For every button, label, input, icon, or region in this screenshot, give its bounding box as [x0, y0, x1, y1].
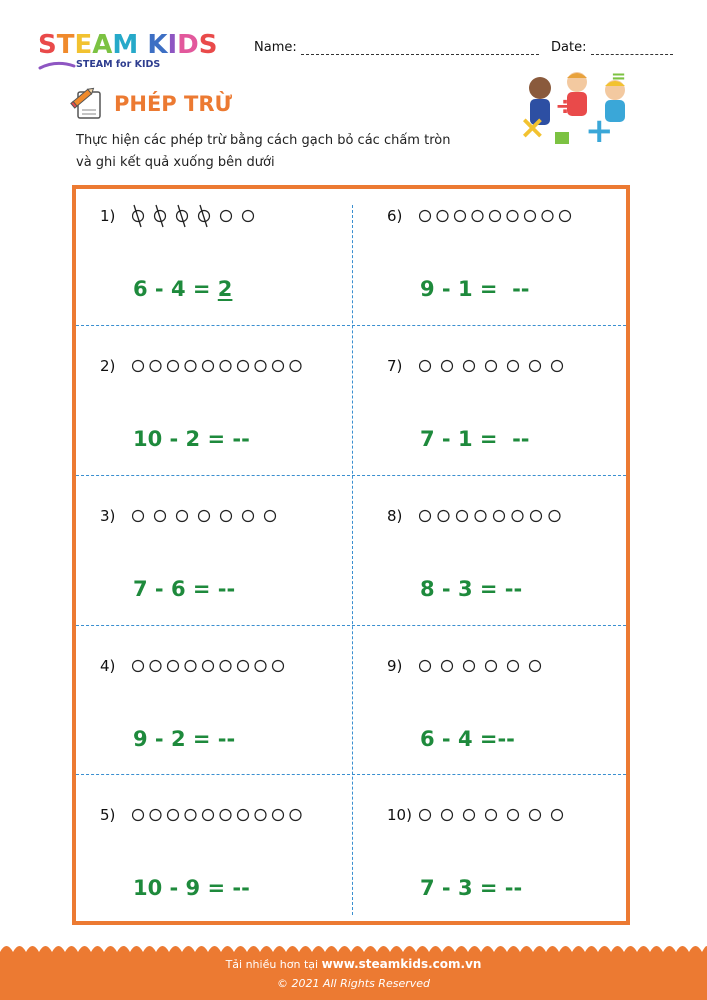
- dot[interactable]: [464, 810, 475, 821]
- dot-row[interactable]: [419, 802, 585, 828]
- equation-text: 6 - 4 =--: [420, 727, 515, 751]
- footer-site-link[interactable]: www.steamkids.com.vn: [321, 957, 482, 971]
- logo-letter: S: [38, 30, 57, 60]
- dot[interactable]: [133, 661, 144, 672]
- logo-letter: T: [56, 30, 75, 60]
- dot[interactable]: [238, 661, 249, 672]
- equation-text: 9 - 1 = --: [420, 277, 530, 301]
- dot[interactable]: [560, 211, 571, 222]
- dot[interactable]: [290, 361, 301, 372]
- strike-mark: [200, 205, 207, 227]
- dot[interactable]: [442, 661, 453, 672]
- dot[interactable]: [420, 511, 431, 522]
- problem-number: 4): [100, 657, 116, 675]
- column-divider: [352, 205, 353, 915]
- dot[interactable]: [133, 361, 144, 372]
- instructions: [76, 130, 516, 174]
- dot[interactable]: [486, 661, 497, 672]
- dot[interactable]: [486, 361, 497, 372]
- dot[interactable]: [185, 661, 196, 672]
- dot[interactable]: [438, 511, 449, 522]
- dot[interactable]: [552, 361, 563, 372]
- equation: [133, 427, 250, 451]
- equation: [420, 277, 530, 301]
- problem-number: 1): [100, 207, 116, 225]
- dot[interactable]: [530, 661, 541, 672]
- problem-number: 7): [387, 357, 403, 375]
- strike-mark: [156, 205, 163, 227]
- problem-number: 5): [100, 806, 116, 824]
- logo-letter: I: [167, 30, 178, 60]
- dot[interactable]: [552, 810, 563, 821]
- footer-download-line: [0, 957, 707, 971]
- equation: [133, 727, 235, 751]
- dot[interactable]: [133, 810, 144, 821]
- dot[interactable]: [155, 511, 166, 522]
- date-field[interactable]: [551, 40, 673, 55]
- dot[interactable]: [150, 661, 161, 672]
- dot[interactable]: [530, 361, 541, 372]
- problem-number: 3): [100, 507, 116, 525]
- dot[interactable]: [486, 810, 497, 821]
- dot[interactable]: [507, 211, 518, 222]
- svg-text:=: =: [611, 70, 627, 87]
- footer-more-text: Tải nhiều hơn tại: [225, 958, 322, 971]
- dot[interactable]: [437, 211, 448, 222]
- instruction-line-2: và ghi kết quả xuống bên dưới: [76, 155, 275, 170]
- dot[interactable]: [185, 810, 196, 821]
- logo-tagline: STEAM for KIDS: [76, 59, 161, 70]
- dot[interactable]: [530, 810, 541, 821]
- dot[interactable]: [472, 211, 483, 222]
- dot[interactable]: [203, 661, 214, 672]
- dot[interactable]: [457, 511, 468, 522]
- dot[interactable]: [420, 661, 431, 672]
- equation-text: 10 - 9 = --: [133, 876, 250, 900]
- dot[interactable]: [221, 511, 232, 522]
- equation: [133, 277, 232, 301]
- dot[interactable]: [220, 810, 231, 821]
- dot[interactable]: [442, 810, 453, 821]
- problem-number: 8): [387, 507, 403, 525]
- answer[interactable]: 2: [217, 277, 233, 301]
- problem-number: 2): [100, 357, 116, 375]
- row-divider: [76, 774, 626, 775]
- dot[interactable]: [512, 511, 523, 522]
- equation-text: 6 - 4 =: [133, 277, 218, 301]
- dot[interactable]: [255, 661, 266, 672]
- dot[interactable]: [464, 661, 475, 672]
- svg-text:÷: ÷: [555, 92, 576, 120]
- equation-text: 10 - 2 = --: [133, 427, 250, 451]
- row-divider: [76, 475, 626, 476]
- dot[interactable]: [168, 361, 179, 372]
- dot[interactable]: [168, 810, 179, 821]
- equation-text: 7 - 6 = --: [133, 577, 236, 601]
- dot-row[interactable]: [132, 503, 298, 529]
- name-line[interactable]: [301, 40, 539, 55]
- date-label: Date:: [551, 40, 587, 55]
- dot[interactable]: [255, 361, 266, 372]
- logo-letter: K: [147, 30, 168, 60]
- dot[interactable]: [203, 810, 214, 821]
- logo-letter: E: [74, 30, 93, 60]
- dot[interactable]: [243, 211, 254, 222]
- logo-letter: [138, 30, 147, 60]
- dot[interactable]: [525, 211, 536, 222]
- dot[interactable]: [220, 661, 231, 672]
- dot-row[interactable]: [419, 653, 563, 679]
- dot[interactable]: [290, 810, 301, 821]
- dot[interactable]: [238, 810, 249, 821]
- equation-text: 7 - 1 = --: [420, 427, 530, 451]
- strike-mark: [178, 205, 185, 227]
- svg-text:×: ×: [519, 108, 546, 146]
- equation-text: 7 - 3 = --: [420, 876, 523, 900]
- dot[interactable]: [508, 361, 519, 372]
- logo-letter: A: [92, 30, 113, 60]
- dot[interactable]: [203, 361, 214, 372]
- logo-letter: S: [198, 30, 218, 60]
- dot-row[interactable]: [419, 353, 585, 379]
- dot[interactable]: [475, 511, 486, 522]
- steam-kids-logo: [38, 30, 238, 70]
- dot[interactable]: [199, 511, 210, 522]
- name-label: Name:: [254, 40, 297, 55]
- kids-math-illustration: [515, 70, 640, 155]
- dot[interactable]: [420, 361, 431, 372]
- dot[interactable]: [273, 810, 284, 821]
- dot[interactable]: [221, 211, 232, 222]
- name-field[interactable]: [254, 40, 539, 55]
- date-line[interactable]: [591, 40, 673, 55]
- dot[interactable]: [238, 361, 249, 372]
- logo-letter: D: [177, 30, 199, 60]
- equation: [133, 876, 250, 900]
- logo-letter: M: [112, 30, 139, 60]
- pencil-paper-icon: [70, 86, 106, 120]
- dot[interactable]: [273, 661, 284, 672]
- dot[interactable]: [420, 810, 431, 821]
- dot[interactable]: [508, 810, 519, 821]
- dot-row[interactable]: [132, 353, 319, 379]
- dot[interactable]: [490, 211, 501, 222]
- strike-mark: [134, 205, 141, 227]
- equation: [420, 727, 515, 751]
- dot[interactable]: [455, 211, 466, 222]
- dot-row[interactable]: [419, 203, 589, 229]
- dot[interactable]: [168, 661, 179, 672]
- logo-wordmark: [38, 30, 238, 60]
- dot-row[interactable]: [419, 503, 579, 529]
- dot[interactable]: [549, 511, 560, 522]
- equation-text: 9 - 2 = --: [133, 727, 236, 751]
- equation: [420, 876, 522, 900]
- problem-number: 6): [387, 207, 403, 225]
- dot[interactable]: [255, 810, 266, 821]
- dot[interactable]: [243, 511, 254, 522]
- dot[interactable]: [464, 361, 475, 372]
- dot[interactable]: [494, 511, 505, 522]
- dot[interactable]: [185, 361, 196, 372]
- dot[interactable]: [150, 361, 161, 372]
- dot-row[interactable]: [132, 802, 319, 828]
- dot-row[interactable]: [132, 653, 302, 679]
- equation: [420, 577, 522, 601]
- dot[interactable]: [265, 511, 276, 522]
- dot[interactable]: [531, 511, 542, 522]
- logo-swoosh-icon: [38, 58, 78, 72]
- dot[interactable]: [508, 661, 519, 672]
- dot[interactable]: [420, 211, 431, 222]
- dot[interactable]: [133, 511, 144, 522]
- dot[interactable]: [273, 361, 284, 372]
- row-divider: [76, 625, 626, 626]
- problem-number: 10): [387, 806, 412, 824]
- dot[interactable]: [542, 211, 553, 222]
- equation: [420, 427, 530, 451]
- dot-row[interactable]: [132, 203, 276, 229]
- dot[interactable]: [442, 361, 453, 372]
- problem-number: 9): [387, 657, 403, 675]
- dot[interactable]: [177, 511, 188, 522]
- dot[interactable]: [150, 810, 161, 821]
- page-title: PHÉP TRỪ: [114, 92, 233, 116]
- footer-copyright: © 2021 All Rights Reserved: [276, 977, 430, 990]
- dot[interactable]: [220, 361, 231, 372]
- equation-text: 8 - 3 = --: [420, 577, 523, 601]
- svg-text:+: +: [585, 111, 614, 151]
- equation: [133, 577, 235, 601]
- instruction-line-1: Thực hiện các phép trừ bằng cách gạch bỏ các chấm tròn: [76, 133, 451, 148]
- row-divider: [76, 325, 626, 326]
